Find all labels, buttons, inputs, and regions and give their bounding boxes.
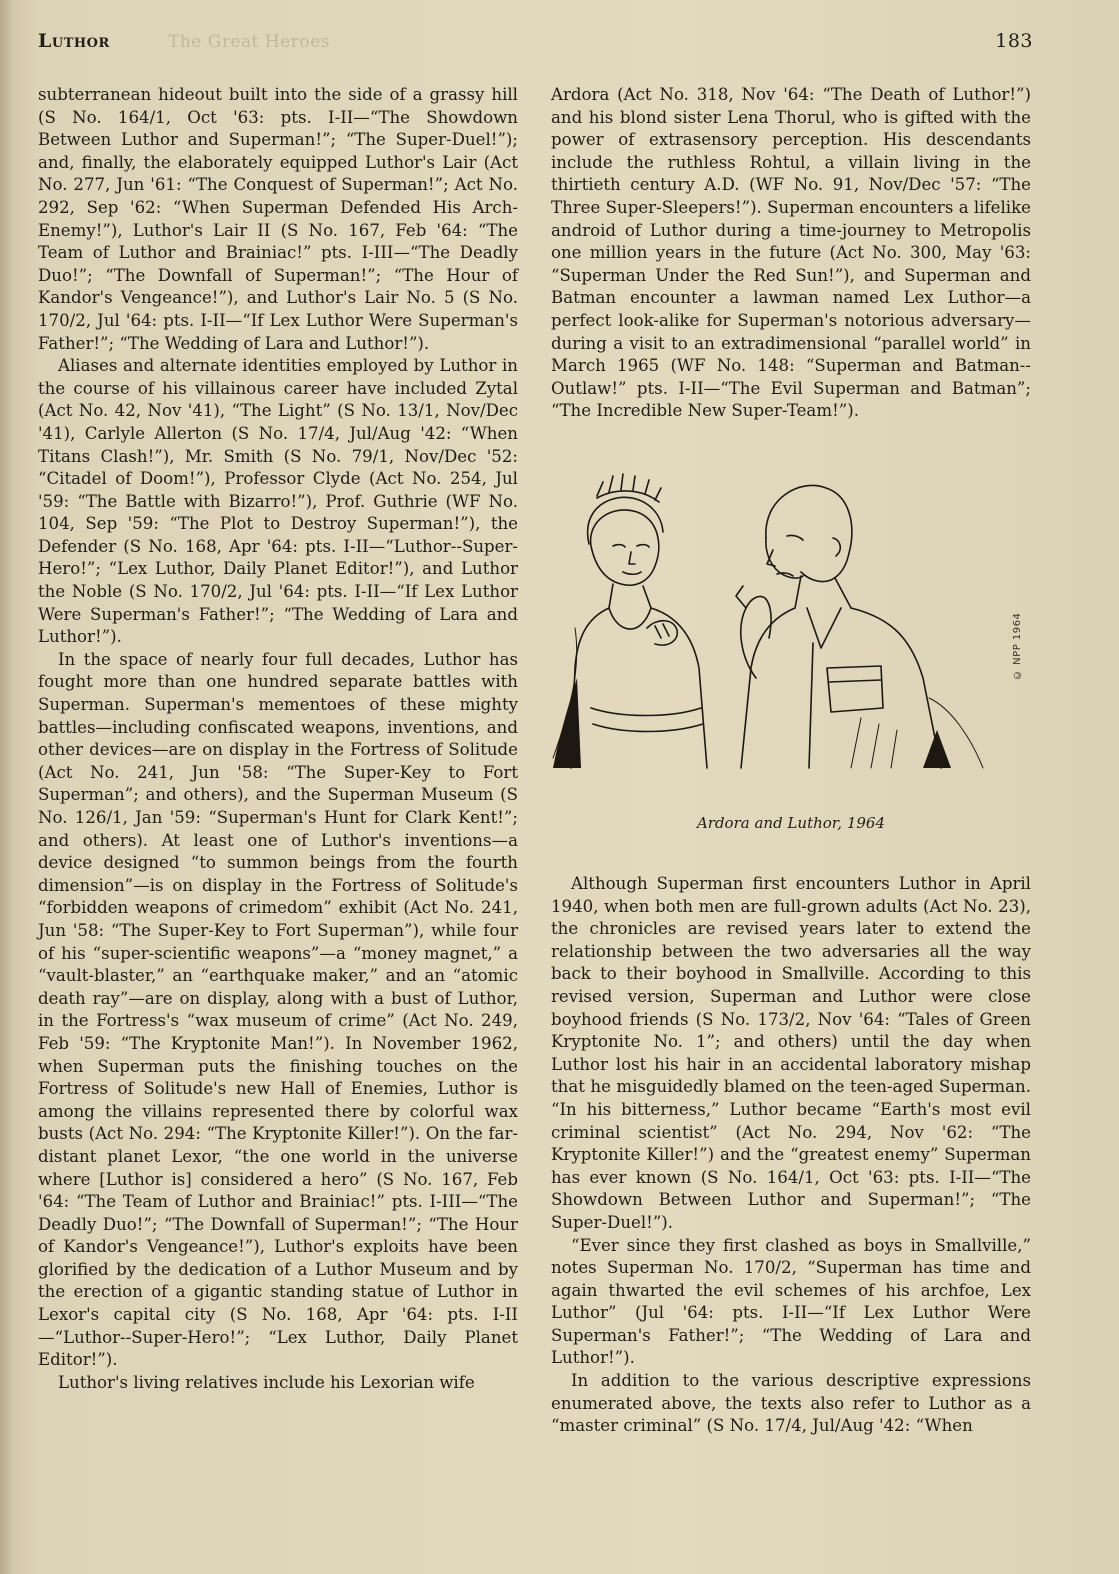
right-column-top — [551, 84, 1031, 423]
paragraph: Aliases and alternate identities employed by Luthor in the course of his villainous career have included Zytal (Act No. 42, Nov '41), “The Light” (S No. 13/1, Nov/Dec '41), Carlyle Allerton (S No. 17/4, Jul/Aug '42: “When Titans Clash!”), Mr. Smith (S No. 79/1, Nov/Dec '52: “Citadel of Doom!”), Professor Clyde (Act No. 254, Jul '59: “The Battle with Bizarro!”), Prof. Guthrie (WF No. 104, Sep '59: “The Plot to Destroy Superman!”), the Defender (S No. 168, Apr '64: pts. I-II—“Luthor--Super-Hero!”; “Lex Luthor, Daily Planet Editor!”), and Luthor the Noble (S No. 170/2, Jul '64: pts. I-II—“If Lex Luthor Were Superman's Father!”; “The Wedding of Lara and Luthor!”). — [38, 356, 518, 647]
paragraph: “Ever since they first clashed as boys in Smallville,” notes Superman No. 170/2, “Superman has time and again thwarted the evil schemes of his archfoe, Lex Luthor” (Jul '64: pts. I-II—“If Lex Luthor Were Superman's Father!”; “The Wedding of Lara and Luthor!”). — [551, 1235, 1031, 1368]
copyright-notice: © NPP 1964 — [1012, 612, 1023, 680]
paragraph: Although Superman first encounters Luthor in April 1940, when both men are full-grown adults (Act No. 23), the chronicles are revised years later to extend the relationship between the two adversaries all the way back to their boyhood in Smallville. According to this revised version, Superman and Luthor were close boyhood friends (S No. 173/2, Nov '64: “Tales of Green Kryptonite No. 1”; and others) until the day when Luthor lost his hair in an accidental laboratory mishap that he misguidedly blamed on the teen-aged Superman. “In his bitterness,” Luthor became “Earth's most evil criminal scientist” (Act No. 294, Nov '62: “The Kryptonite Killer!”) and the “greatest enemy” Superman has ever known (S No. 164/1, Oct '63: pts. I-II—“The Showdown Between Luthor and Superman!”; “The Super-Duel!”). — [551, 874, 1031, 1232]
bleed-through-title: The Great Heroes — [168, 32, 330, 52]
running-head — [38, 30, 1033, 58]
figure-caption: Ardora and Luthor, 1964 — [696, 814, 886, 832]
paragraph: In addition to the various descriptive expressions enumerated above, the texts also refer to Luthor as a “master criminal” (S No. 17/4, Jul/Aug '42: “When — [551, 1371, 1031, 1436]
paragraph: subterranean hideout built into the side of a grassy hill (S No. 164/1, Oct '63: pts. I-II—“The Showdown Between Luthor and Superman!”; “The Super-Duel!”); and, finally, the elaborately equipped Luthor's Lair (Act No. 277, Jun '61: “The Conquest of Superman!”; Act No. 292, Sep '62: “When Superman Defended His Arch-Enemy!”), Luthor's Lair II (S No. 167, Feb '64: “The Team of Luthor and Brainiac!” pts. I-III—“The Deadly Duo!”; “The Downfall of Superman!”; “The Hour of Kandor's Vengeance!”), and Luthor's Lair No. 5 (S No. 170/2, Jul '64: pts. I-II—“If Lex Luthor Were Superman's Father!”; “The Wedding of Lara and Luthor!”). — [38, 85, 518, 353]
section-title: Luthor — [38, 30, 110, 52]
page-number: 183 — [995, 30, 1033, 52]
paragraph: In the space of nearly four full decades, Luthor has fought more than one hundred separate battles with Superman. Superman's mementoes of these mighty battles—including confiscated weapons, inventions, and other devices—are on display in the Fortress of Solitude (Act No. 241, Jun '58: “The Super-Key to Fort Superman”; and others), and the Superman Museum (S No. 126/1, Jan '59: “Superman's Hunt for Clark Kent!”; and others). At least one of Luthor's inventions—a device designed “to summon beings from the fourth dimension”—is on display in the Fortress of Solitude's “forbidden weapons of crimedom” exhibit (Act No. 241, Jun '58: “The Super-Key to Fort Superman”), while four of his “super-scientific weapons”—a “money magnet,” a “vault-blaster,” an “earthquake maker,” and an “atomic death ray”—are on display, along with a bust of Luthor, in the Fortress's “wax museum of crime” (Act No. 249, Feb '59: “The Kryptonite Man!”). In November 1962, when Superman puts the finishing touches on the Fortress of Solitude's new Hall of Enemies, Luthor is among the villains represented there by colorful wax busts (Act No. 294: “The Kryptonite Killer!”). On the far-distant planet Lexor, “the one world in the universe where [Luthor is] considered a hero” (S No. 167, Feb '64: “The Team of Luthor and Brainiac!” pts. I-III—“The Deadly Duo!”; “The Downfall of Superman!”; “The Hour of Kandor's Vengeance!”), Luthor's exploits have been glorified by the dedication of a Luthor Museum and by the erection of a gigantic standing statue of Luthor in Lexor's capital city (S No. 168, Apr '64: pts. I-II—“Luthor--Super-Hero!”; “Lex Luthor, Daily Planet Editor!”). — [38, 649, 518, 1370]
paragraph: Ardora (Act No. 318, Nov '64: “The Death of Luthor!”) and his blond sister Lena Thorul, who is gifted with the power of extrasensory perception. His descendants include the ruthless Rohtul, a villain living in the thirtieth century A.D. (WF No. 91, Nov/Dec '57: “The Three Super-Sleepers!”). Superman encounters a lifelike android of Luthor during a time-journey to Metropolis one million years in the future (Act No. 300, May '63: “Superman Under the Red Sun!”), and Superman and Batman encounter a lawman named Lex Luthor—a perfect look-alike for Superman's notorious adversary—during a visit to an extradimensional “parallel world” in March 1965 (WF No. 148: “Superman and Batman--Outlaw!” pts. I-II—“The Evil Superman and Batman”; “The Incredible New Super-Team!”). — [551, 85, 1031, 421]
left-column — [38, 84, 518, 1394]
paragraph: Luthor's living relatives include his Lexorian wife — [58, 1372, 475, 1392]
illustration — [551, 468, 1031, 840]
right-column-bottom — [551, 873, 1031, 1438]
ardora-and-luthor-drawing — [551, 468, 1023, 776]
